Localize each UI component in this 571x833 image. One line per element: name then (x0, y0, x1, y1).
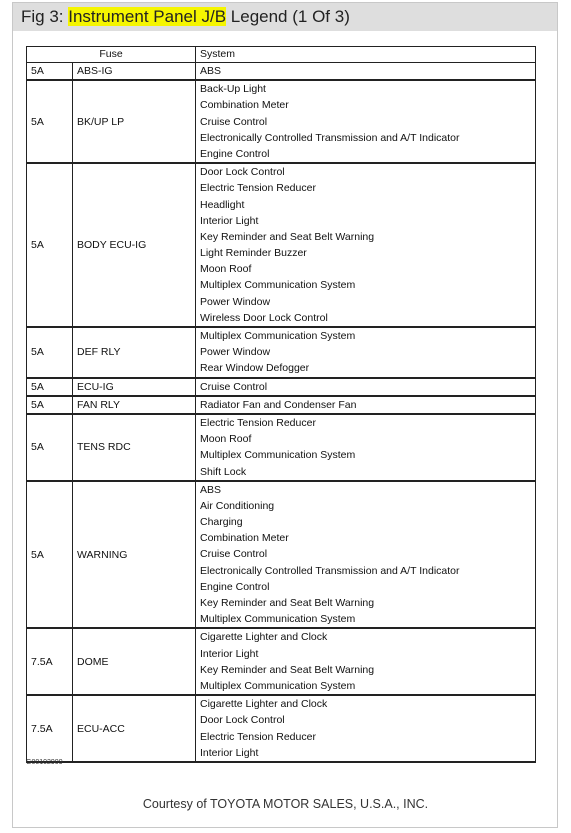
fuse-row (27, 481, 536, 629)
system-item: Multiplex Communication System (200, 613, 356, 626)
system-item: Interior Light (200, 214, 259, 227)
system-item: Cruise Control (200, 548, 268, 561)
fuse-systems (196, 396, 536, 414)
fuse-amperage: 5A (27, 80, 73, 163)
system-item: Key Reminder and Seat Belt Warning (200, 597, 375, 609)
system-item: ABS (200, 65, 222, 77)
system-item: Light Reminder Buzzer (200, 247, 307, 260)
fuse-systems (196, 163, 536, 327)
fuse-name: DEF RLY (73, 327, 196, 378)
system-item: Multiplex Communication System (200, 279, 356, 292)
fuse-systems (196, 628, 536, 695)
fuse-systems (196, 695, 536, 762)
fuse-name: BODY ECU-IG (73, 163, 196, 327)
title-suffix: Legend (1 Of 3) (226, 7, 350, 26)
fuse-name: DOME (73, 628, 196, 695)
system-item: Back-Up Light (200, 83, 266, 96)
system-item: Electronically Controlled Transmission and A/T Indicator (200, 564, 460, 577)
header-fuse: Fuse (27, 47, 196, 63)
fuse-amperage: 5A (27, 63, 73, 81)
fuse-row (27, 414, 536, 481)
fuse-systems (196, 481, 536, 629)
system-item: Electric Tension Reducer (200, 182, 316, 195)
fuse-name: ABS-IG (73, 63, 196, 81)
table-header-row (27, 47, 536, 63)
system-item: Electric Tension Reducer (200, 730, 316, 743)
fuse-name: ECU-IG (73, 378, 196, 396)
fuse-row (27, 396, 536, 414)
system-item: Key Reminder and Seat Belt Warning (200, 230, 375, 243)
system-item: Cigarette Lighter and Clock (200, 698, 328, 711)
courtesy-credit: Courtesy of TOYOTA MOTOR SALES, U.S.A., INC. (142, 797, 429, 811)
fuse-row (27, 695, 536, 762)
system-item: Moon Roof (200, 263, 252, 276)
fuse-amperage: 5A (27, 378, 73, 396)
fuse-name: FAN RLY (73, 396, 196, 414)
title-highlight: Instrument Panel J/B (68, 7, 227, 26)
system-item: Electronically Controlled Transmission and A/T Indicator (200, 131, 460, 144)
system-item: Cruise Control (200, 115, 268, 128)
fuse-row (27, 628, 536, 695)
system-item: Multiplex Communication System (200, 679, 356, 692)
figure-title (13, 3, 557, 31)
system-item: Rear Window Defogger (200, 362, 310, 375)
legend-document (26, 46, 539, 763)
fuse-amperage: 5A (27, 481, 73, 629)
fuse-amperage: 5A (27, 327, 73, 378)
system-item: Door Lock Control (200, 166, 285, 179)
fuse-name: ECU-ACC (73, 695, 196, 762)
system-item: Wireless Door Lock Control (200, 311, 328, 324)
fuse-amperage: 5A (27, 396, 73, 414)
system-item: Electric Tension Reducer (200, 416, 316, 429)
system-item: Multiplex Communication System (200, 449, 356, 462)
fuse-table-body (27, 63, 536, 762)
fuse-name: BK/UP LP (73, 80, 196, 163)
fuse-row (27, 63, 536, 81)
fuse-table (26, 46, 536, 763)
fuse-row (27, 327, 536, 378)
fuse-systems (196, 378, 536, 396)
fuse-name: WARNING (73, 481, 196, 629)
system-item: Engine Control (200, 580, 270, 593)
header-system: System (196, 47, 536, 63)
system-item: Interior Light (200, 647, 259, 660)
fuse-row (27, 163, 536, 327)
system-item: Door Lock Control (200, 714, 285, 727)
system-item: Air Conditioning (200, 499, 275, 512)
system-item: Combination Meter (200, 532, 289, 545)
system-item: Radiator Fan and Condenser Fan (200, 398, 357, 411)
fuse-amperage: 7.5A (27, 695, 73, 762)
fuse-row (27, 378, 536, 396)
fuse-amperage: 5A (27, 414, 73, 481)
system-item: Key Reminder and Seat Belt Warning (200, 663, 375, 676)
fuse-row (27, 80, 536, 163)
system-item: ABS (200, 483, 222, 496)
title-prefix: Fig 3: (21, 7, 69, 26)
system-item: Multiplex Communication System (200, 330, 356, 342)
figure-code: G00102909 (26, 759, 63, 766)
system-item: Combination Meter (200, 99, 289, 112)
fuse-name: TENS RDC (73, 414, 196, 481)
system-item: Cigarette Lighter and Clock (200, 631, 328, 644)
system-item: Shift Lock (200, 465, 247, 478)
fuse-amperage: 5A (27, 163, 73, 327)
system-item: Charging (200, 516, 243, 529)
system-item: Cruise Control (200, 380, 268, 393)
system-item: Moon Roof (200, 433, 252, 446)
fuse-systems (196, 327, 536, 378)
system-item: Power Window (200, 346, 271, 359)
fuse-amperage: 7.5A (27, 628, 73, 695)
system-item: Power Window (200, 295, 271, 308)
fuse-systems (196, 80, 536, 163)
system-item: Engine Control (200, 147, 270, 160)
system-item: Interior Light (200, 746, 259, 759)
fuse-systems (196, 63, 536, 81)
fuse-systems (196, 414, 536, 481)
system-item: Headlight (200, 198, 245, 211)
